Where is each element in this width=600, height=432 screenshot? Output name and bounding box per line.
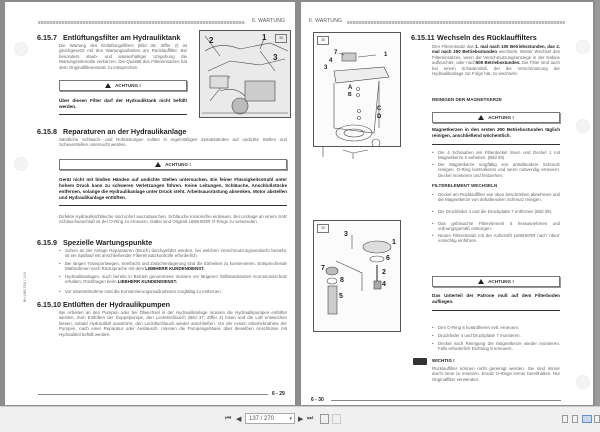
list-item: • Deckel am Rücklauffilter wie oben beschrieben abnehmen und die Magnetkerze von anhaftendem Schmutz reinigen.: [432, 192, 560, 203]
rotate-page-icon[interactable]: [320, 414, 329, 424]
divider: [59, 114, 187, 115]
list-item: • Den O-Ring 6 kontrollieren evtl. erneuern.: [432, 325, 560, 330]
section-title: 6.15.7 Entlüftungsfilter am Hydrauliktank: [37, 33, 181, 42]
warning-box: ACHTUNG !: [432, 112, 560, 123]
divider: [432, 144, 560, 145]
section-body: Sämtliche Schlauch- und Rohrleitungen sollten in regelmäßigen Zeitabständen auf undichte Stellen und Scheuerstellen untersucht werden.: [59, 137, 287, 148]
warning-icon: [155, 162, 161, 167]
divider: [432, 310, 560, 311]
list-item: • Neuen Filtereinsatz mit der Aufschrift LIEBHERR nach 'oben' vorsichtig einführen.: [432, 233, 560, 244]
important-text: Rücklauffilter können nicht gereinigt werden. Sie sind immer durch neue zu ersetzen. Ersatz O-Ringe immer bereithalten. Nur Originalfilter verwenden.: [432, 366, 560, 382]
figure-parts-overflow: [313, 145, 399, 165]
single-page-view-icon[interactable]: [562, 415, 568, 423]
subheading: FILTERELEMENT WECHSELN: [432, 183, 498, 188]
warning-text: Magnetkerzen in den ersten 300 Betriebsstunden täglich reinigen, anschließend wöchentlich.: [432, 127, 560, 138]
list-item: • Vor Inbetriebnahme sind die Konservierungsmaßnahmen sorgfältig zu entfernen.: [59, 289, 287, 294]
section-title: 6.15.8 Reparaturen an der Hydraulikanlage: [37, 127, 187, 136]
header-label: 6. WARTUNG: [309, 18, 343, 24]
list-item: • Die Druckfeder 4 und die Druckplatte 7 entfernen (Bild 39).: [432, 209, 560, 214]
section-body: Die Wartung des Entlüftungsfilters (Bild 38, Ziffer 2) ist gleichgesetzt mit den Wartungsarbeiten am Rücklauffilter. Bei besonders staub- und wasserhaltiger Umgebung die Wartungsintervalle verkürzen. Die Qualität des Filtereinsatzes hat dem Originalfiltereinsatz zu entsprechen.: [59, 43, 187, 70]
punch-hole: [14, 157, 28, 171]
section-body: Bei Arbeiten an den Pumpen oder bei Ölwechsel in der Hydraulikanlage müssen die Hydraulikpumpen entlüftet werden. Zum Entlüften der Doppelpumpe, den Leckölschlauch (Bild 37, Ziffer 2) lösen und die Luft entweichen lassen, sobald Hydrauliköl ausströmt, den Leckölschlauch wieder anschließen. Vor der ersten Inbetriebnahme der Pumpen, nach einer Reparatur oder Austausch, müssen die Pumpengehäuse über dieselben Anschlüsse mit Hydrauliköl befüllt werden.: [59, 310, 287, 337]
viewer-toolbar: [0, 406, 600, 432]
page-header: [38, 19, 288, 25]
continuous-view-icon[interactable]: [572, 415, 578, 423]
header-label: 6. WARTUNG: [252, 18, 286, 24]
list-item: • Die 4 Schrauben am Filterdeckel lösen und Deckel 1 mit Magnetkerze 2 anheben. (Bild 39): [432, 150, 560, 161]
first-page-button[interactable]: ⏮: [225, 415, 232, 422]
chevron-down-icon[interactable]: ▾: [289, 416, 292, 422]
vertical-scrollbar[interactable]: [595, 0, 600, 406]
warning-box: ACHTUNG !: [59, 80, 187, 91]
list-item: • Die Magnetkerze sorgfältig von anhaftendem Schmutz reinigen. O-Ring kontrollieren und wenn notwendig erneuern. Deckel montieren und festziehen.: [432, 162, 560, 178]
figure-filter-parts: 39 3 1 6 7 8 2 4 5: [313, 220, 401, 332]
punch-hole: [576, 119, 590, 133]
section-title: 6.15.9 Spezielle Wartungspunkte: [37, 238, 153, 247]
figure-hydraulic-tank: 38 2 1 3: [199, 30, 291, 118]
section-body: Den Filtereinsatz das 1. mal nach 100 Betriebsstunden, das 2. mal nach 250 Betriebsstunden wechseln. Weiter Wechsel des Filtereinsatzes, wenn die Verschmutzungsanzeige in der Kabine aufleuchtet, oder nach500 Betriebsstunden. Die Filter sind auch bei einem Schadensfall, der die Verschmutzung der Hydraulikanlage zur Folge hat, zu wechseln.: [432, 44, 560, 77]
list-item: • Druckfeder 4 und Druckplatte 7 montieren.: [432, 333, 560, 338]
filter-parts-illustration: [314, 221, 400, 331]
previous-page-button[interactable]: ◀: [236, 416, 242, 423]
footer-rule: [331, 400, 561, 401]
page-header: [309, 19, 564, 25]
warning-box: ACHTUNG !: [432, 276, 560, 287]
list-item: • Hydraulikanlagen, auch bereits in Betrieb genommene müssen vor längeren Stillstandszeiten Korrosionsschutz erhalten; Rückfragen beim LIEBHERR KUNDENDIENST.: [59, 274, 287, 285]
warning-text: Das Unterteil der Patrone muß auf dem Filterboden aufliegen.: [432, 293, 560, 304]
section-after-text: Defekte Hydraulikschläuche sind sofort auszutauschen. Schläuche torsionsfrei einbauen. Bei Leckage an einem SAE Schlauchanschluß ist der O-Ring zu erneuern. Dabei sind Original LIEBHERR O-Ringe zu verwenden.: [59, 214, 287, 225]
punch-hole: [576, 40, 590, 54]
engine-illustration: [200, 31, 290, 117]
list-item: • Deckel nach Reinigung der Magnetkerze wieder montieren. Falls erforderlich Dichtung 8 erneuern.: [432, 341, 560, 352]
side-note: BH LMB 7/06 / 1/09: [23, 272, 27, 302]
divider: [59, 205, 287, 206]
warning-box: ACHTUNG !: [59, 159, 287, 170]
page-number-input[interactable]: 137 / 270 ▾: [245, 413, 295, 424]
section-title: 6.15.11 Wechseln des Rücklauffilters: [411, 33, 537, 42]
two-page-continuous-view-icon[interactable]: [594, 415, 600, 423]
page-number: 6 - 29: [272, 391, 285, 397]
next-page-button[interactable]: ▶: [298, 416, 304, 423]
pointing-hand-icon: [413, 358, 427, 365]
list-item: • Sofern an der Anlage Reparaturen (Bruch) durchgeführt werden, bei welchen Verschmutzungsverdacht besteht, ist ein Spüllauf mit anschließender Filtereinsatzkontrolle erforderlich.: [59, 248, 287, 259]
footer-rule: [38, 394, 268, 395]
filter-housing-illustration: [314, 33, 400, 146]
warning-icon: [478, 279, 484, 284]
list-item: • Bei langen Transportwegen, Seefracht und Zwischenlagerung sind die Einheiten zu konservieren. Entsprechende Maßnahmen nach Rücksprache mit dem LIEBHERR KUNDENDIENST.: [59, 261, 287, 272]
important-label: WICHTIG !: [432, 358, 455, 363]
subheading: REINIGEN DER MAGNETKERZE: [432, 97, 502, 102]
two-page-view-icon[interactable]: [582, 415, 592, 423]
right-page: [301, 2, 593, 405]
warning-text: Über diesen Filter darf der Hydrauliktank nicht befüllt werden.: [59, 98, 187, 109]
section-title: 6.15.10 Entlüften der Hydraulikpumpen: [37, 300, 171, 309]
last-page-button[interactable]: ⏭: [307, 415, 314, 422]
left-page: [5, 2, 295, 405]
punch-hole: [14, 42, 28, 56]
copy-page-icon[interactable]: [332, 414, 341, 424]
list-item: • Das gebrauchte Filterelement 5 herausnehmen und ordnungsgemäß entsorgen.: [432, 221, 560, 232]
warning-icon: [478, 115, 484, 120]
page-number: 6 - 30: [311, 397, 324, 403]
figure-filter-housing: 38 7 1 4 3 A B C D: [313, 32, 401, 147]
warning-icon: [105, 83, 111, 88]
punch-hole: [576, 375, 590, 389]
warning-text: Gerät nicht mit bloßen Händen auf undichte Stellen untersuchen. Ein feiner Flüssigkeitsstrahl unter hohem Druck kann zu schweren Verletzungen führen. Keine Leitungen, Schläuche, Anschlußstücke entfernen, solange die Hydraulikanlage unter Druck steht. Arbeitsausrüstung absenken, Motor abstellen und Hydraulikanlage entlüften.: [59, 177, 287, 200]
